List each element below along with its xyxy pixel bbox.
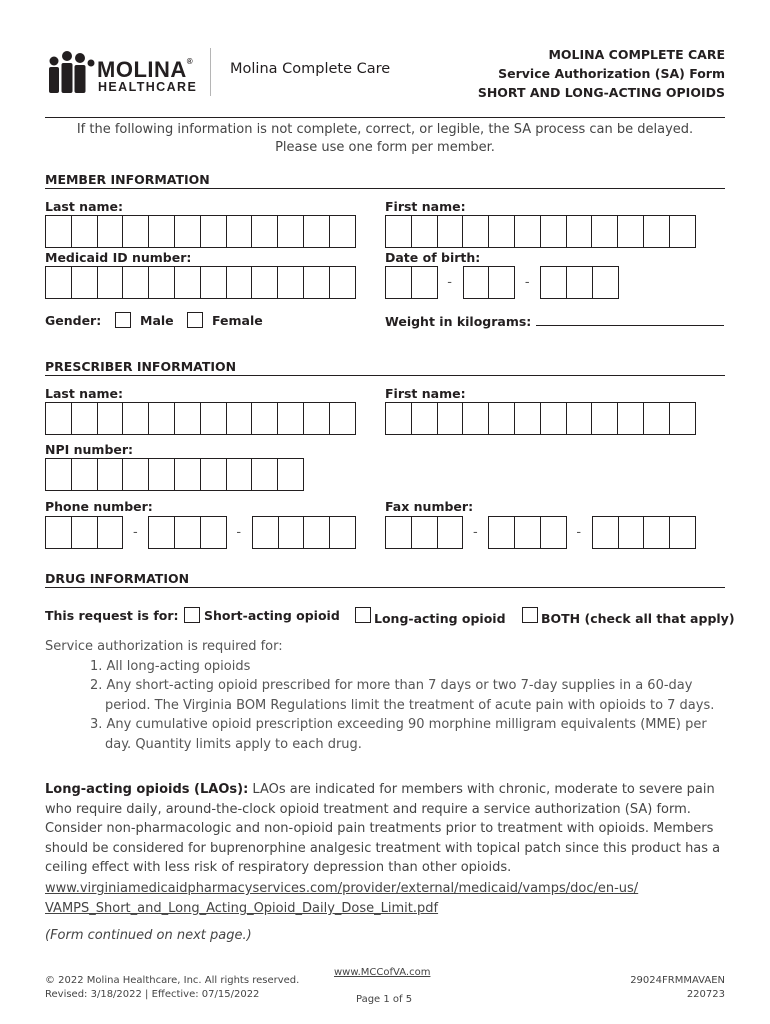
drug-section-title: DRUG INFORMATION [45, 571, 725, 588]
gender-female-checkbox[interactable] [187, 312, 203, 328]
molina-people-icon [45, 49, 95, 95]
short-acting-label: Short-acting opioid [204, 608, 340, 623]
logo-text-molina: MOLINA® [97, 57, 194, 82]
gender-label: Gender: [45, 313, 102, 328]
dose-limit-link-line2[interactable]: VAMPS_Short_and_Long_Acting_Opioid_Daily_Dose_Limit.pdf [45, 901, 439, 916]
medicaid-id-field[interactable] [45, 266, 355, 299]
gender-male-checkbox[interactable] [115, 312, 131, 328]
member-last-name-field[interactable] [45, 215, 355, 248]
lao-label: Long-acting opioids (LAOs): [45, 782, 249, 797]
list-item: 3. Any cumulative opioid prescription exceeding 90 morphine milligram equivalents (MME) per day. Quantity limits apply to each drug. [90, 717, 707, 752]
weight-field[interactable] [536, 313, 724, 326]
dob-field[interactable]: - - [385, 266, 618, 299]
dose-limit-link[interactable] [45, 879, 725, 919]
dob-label: Date of birth: [385, 250, 481, 265]
notice-line1: If the following information is not complete, correct, or legible, the SA process can be delayed. [76, 122, 694, 137]
gender-female-label: Female [212, 313, 263, 328]
list-item: 1. All long-acting opioids [90, 658, 251, 674]
footer-left [45, 974, 299, 1002]
prescriber-first-name-field[interactable] [385, 402, 695, 435]
long-acting-label: Long-acting opioid [374, 611, 506, 626]
fax-label: Fax number: [385, 499, 474, 514]
header-divider [210, 48, 211, 96]
fax-field[interactable]: - - [385, 516, 695, 549]
short-acting-checkbox[interactable] [184, 607, 200, 623]
npi-label: NPI number: [45, 442, 134, 457]
form-code: 29024FRMMAVAEN [630, 975, 725, 986]
copyright: © 2022 Molina Healthcare, Inc. All rights reserved. [45, 975, 300, 986]
header-rule [45, 117, 725, 118]
form-date: 220723 [686, 989, 725, 1000]
form-title [478, 45, 725, 102]
list-item: 2. Any short-acting opioid prescribed for more than 7 days or two 7-day supplies in a 60-day period. The Virginia BOM Regulations limit the treatment of acute pain with opioids to 7 days. [90, 678, 715, 713]
long-acting-checkbox[interactable] [355, 607, 371, 623]
logo-text-healthcare: HEALTHCARE [98, 80, 198, 94]
form-title-line3: SHORT AND LONG-ACTING OPIOIDS [477, 85, 725, 100]
sa-required-block [45, 637, 725, 754]
phone-label: Phone number: [45, 499, 153, 514]
member-first-name-field[interactable] [385, 215, 695, 248]
lao-paragraph [45, 780, 725, 878]
lao-text: LAOs are indicated for members with chronic, moderate to severe pain who require daily, around-the-clock opioid treatment and require a service authorization (SA) form. Consider non-pharmacologic and non-opioid pain treatments prior to treatment with opioids. Members should be considered for buprenorphine analgesic treatment with topical patch since this product has a ceiling effect with less risk of respiratory depression than other opioids. [45, 782, 721, 875]
notice-line2: Please use one form per member. [275, 140, 495, 155]
phone-field[interactable]: - - [45, 516, 355, 549]
notice [45, 121, 725, 157]
sa-required-intro: Service authorization is required for: [45, 639, 283, 654]
gender-male-label: Male [140, 313, 174, 328]
brand-name: Molina Complete Care [230, 61, 391, 77]
medicaid-id-label: Medicaid ID number: [45, 250, 192, 265]
prescriber-last-name-field[interactable] [45, 402, 355, 435]
footer-right [630, 974, 725, 1002]
both-label: BOTH (check all that apply) [541, 611, 735, 626]
prescriber-section-title: PRESCRIBER INFORMATION [45, 359, 725, 376]
form-title-line2: Service Authorization (SA) Form [498, 66, 725, 81]
form-title-line1: MOLINA COMPLETE CARE [548, 47, 725, 62]
request-for-label: This request is for: [45, 608, 179, 623]
dose-limit-link-line1[interactable]: www.virginiamedicaidpharmacyservices.com/provider/external/medicaid/vamps/doc/en-us/ [45, 881, 639, 896]
member-section-title: MEMBER INFORMATION [45, 172, 725, 189]
npi-field[interactable] [45, 458, 303, 491]
member-last-name-label: Last name: [45, 199, 124, 214]
weight-label: Weight in kilograms: [385, 313, 724, 329]
form-continued-note: (Form continued on next page.) [45, 928, 252, 943]
website-link[interactable]: www.MCCofVA.com [334, 967, 431, 978]
page-number: Page 1 of 5 [356, 994, 413, 1005]
prescriber-first-name-label: First name: [385, 386, 466, 401]
both-checkbox[interactable] [522, 607, 538, 623]
prescriber-last-name-label: Last name: [45, 386, 124, 401]
molina-logo [45, 47, 205, 97]
revised-effective: Revised: 3/18/2022 | Effective: 07/15/2022 [45, 989, 260, 1000]
member-first-name-label: First name: [385, 199, 466, 214]
sa-required-list [45, 657, 725, 755]
